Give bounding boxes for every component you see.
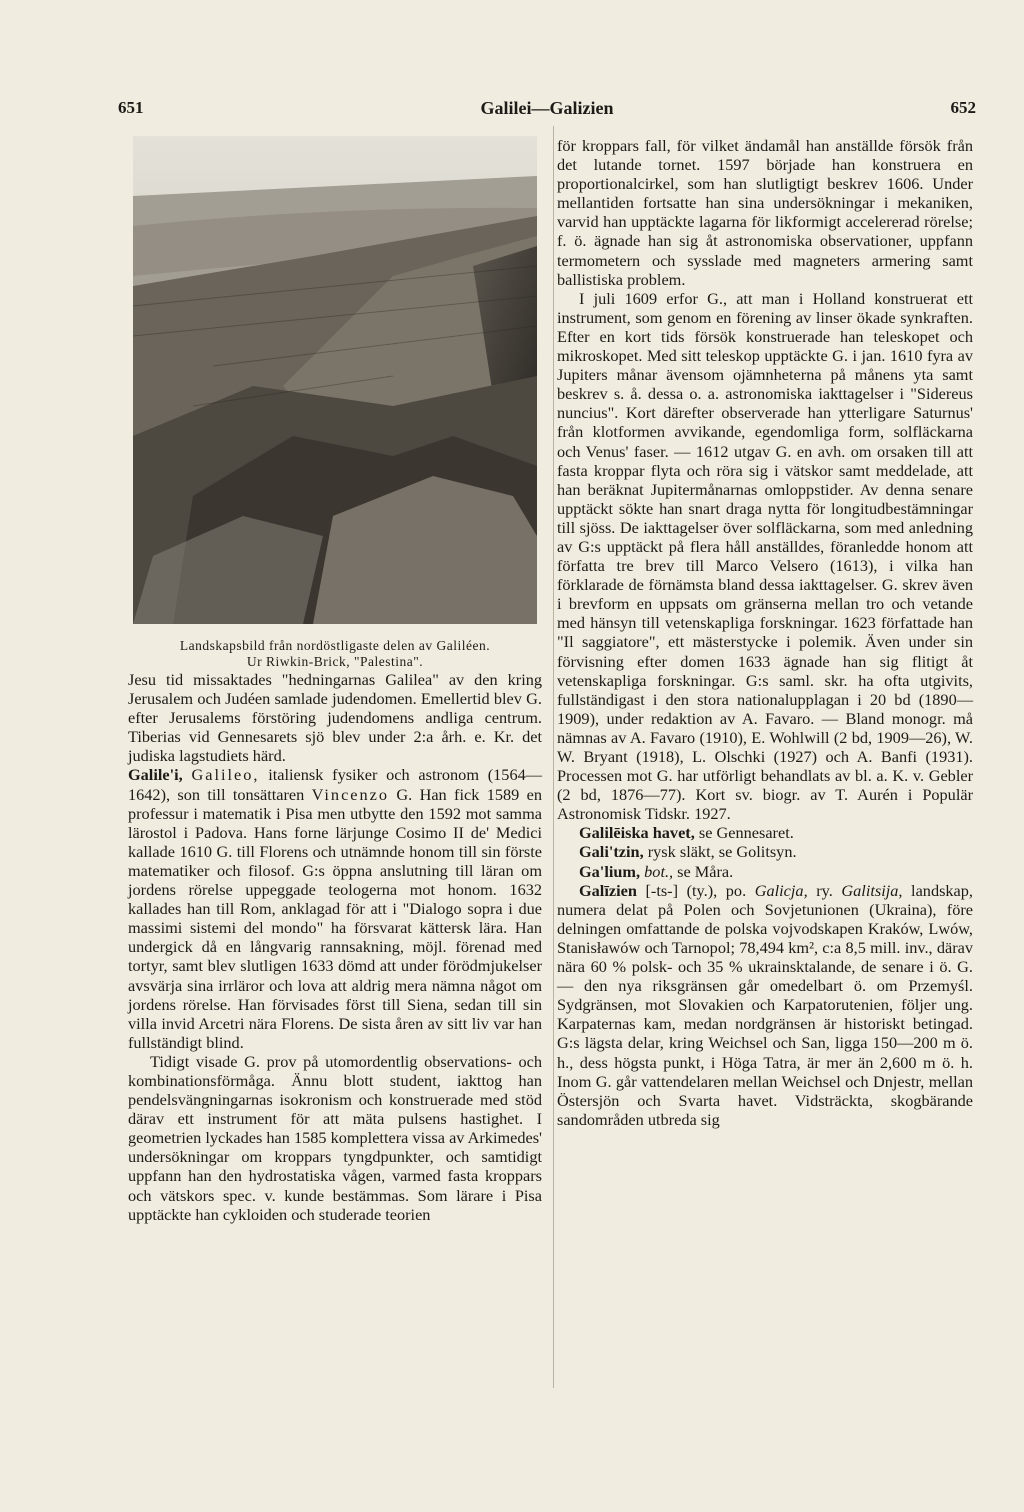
galilei-text-1: italiensk fysiker och astronom (1564—1642), son till tonsättaren bbox=[128, 765, 543, 804]
galizien-polish-name: Galicja, bbox=[754, 880, 808, 900]
galizien-text-3: landskap, numera delat på Polen och Sovjetunionen (Ukraina), före delningen omfattande de polska vojvodskapen Kraków, Lwów, Stanisławów och Tarnopol; 78,494 km², c:a 8,5 mill. inv., därav nära 60 % polsk- och 35 % ukrainsktalande, de senare i ö. G. — den nya riksgränsen går omedelbart ö. om Przemyśl. Sydgränsen, mot Slovakien och Karpatorutenien, följer ung. Karpaternas kam, medan nordgränsen är historiskt betingad. G:s lägsta delar, kring Weichsel och San, ligga 150—200 m ö. h., dess högsta punkt, i Höga Tatra, är mer än 2,600 m ö. h. Inom G. går vattendelaren mellan Weichsel och Dnjestr, mellan Östersjön och Svarta havet. Vidsträckta, skogbärande sandområden utbreda sig bbox=[557, 880, 973, 1129]
galium-bot-abbrev: bot., bbox=[644, 861, 674, 881]
galium-text: se Måra. bbox=[673, 861, 734, 881]
landscape-photo bbox=[133, 136, 537, 624]
entry-galitzin bbox=[557, 842, 973, 861]
caption-line-2: Ur Riwkin-Brick, "Palestina". bbox=[246, 654, 424, 669]
right-column bbox=[557, 136, 973, 1129]
galilei-early-work: Tidigt visade G. prov på utomordentlig observations- och kombinationsförmåga. Ännu blott student, iakttog han pendelsvängningarnas isokronism och konstruerade med stöd därav ett instrument för att mäta pulsens hastighet. I geometrien lyckades han 1585 komplettera vissa av Arkimedes' undersökningar om kroppars tyngdpunkter, och samtidigt uppfann han den hydrostatiska vågen, varmed fasta kroppars och vätskors spec. v. kunde bestämmas. Som lärare i Pisa upptäckte han cykloiden och studerade teorien bbox=[128, 1051, 542, 1224]
galitzin-text: rysk släkt, se Golitsyn. bbox=[643, 842, 797, 862]
galilei-given-name: Galileo, bbox=[191, 765, 260, 785]
column-divider bbox=[553, 126, 554, 1388]
entry-galilei bbox=[128, 765, 542, 1051]
galizien-text-1: [-ts-] (ty.), po. bbox=[636, 880, 755, 900]
landscape-photo-illustration bbox=[133, 136, 537, 624]
entry-galizien bbox=[557, 881, 973, 1129]
lemma-galium: Ga'lium, bbox=[579, 861, 641, 881]
left-column bbox=[128, 136, 542, 1224]
entry-galium bbox=[557, 862, 973, 881]
lemma-galitzin: Gali'tzin, bbox=[579, 842, 644, 862]
lemma-galilei: Galile'i, bbox=[128, 765, 183, 785]
galizien-russian-name: Galitsija, bbox=[841, 880, 903, 900]
lemma-galileiska-havet: Galilēiska havet, bbox=[579, 823, 695, 843]
galilei-telescope: I juli 1609 erfor G., att man i Holland konstruerat ett instrument, som genom en förening av linser ökade synkraften. Efter en kort tids försök konstruerade han teleskopet och mikroskopet. Med sitt teleskop upptäckte G. i jan. 1610 fyra av Jupiters månar ävensom ojämnheterna på månens yta samt beskrev s. å. dessa o. a. astronomiska iakttagelser i "Sidereus nuncius". Kort därefter observerade han ytterligare Saturnus' från klotformen avvikande, egendomliga form, solfläckarna och Venus' faser. — 1612 utgav G. en avh. om orsaken till att fasta kroppar flyta och röra sig i vätskor samt meddelade, att han beräknat Jupitermånarnas omloppstider. Av denna senare upptäckt sökte han snart draga nytta för longitudbestämningar till sjöss. De iakttagelser över solfläckarna, som med anledning av G:s upptäckt på flera håll anställdes, föranledde honom att författa tre brev till Marco Velsero (1613), i vilka han förklarade de förnämsta bland dessa iakttagelser. G. skrev även i brevform en uppsats om gränserna mellan tro och vetande med hänsyn till vetenskapliga forskningar. 1623 författade han "Il saggiatore", ett mästerstycke i polemik. Även under sin förvisning efter domen 1633 ägnade han sig flitigt åt vetenskapliga forskningar. G:s saml. skr. ha ofta utgivits, fullständigast i den stora nationalupplagan i 20 bd (1890—1909), under redaktion av A. Favaro. — Bland monogr. må nämnas av A. Favaro (1910), E. Wohlwill (2 bd, 1909—26), W. W. Bryant (1918), L. Olschki (1927) och A. Banfi (1931). Processen mot G. har utförligt behandlats av bl. a. K. v. Gebler (2 bd, 1876—77). Kort sv. biogr. av T. Aurén i Populär Astronomisk Tidskr. 1927. bbox=[557, 288, 973, 824]
galizien-text-2: ry. bbox=[807, 880, 842, 900]
entry-galileiska-havet bbox=[557, 823, 973, 842]
photo-caption bbox=[128, 638, 542, 670]
page-number-left: 651 bbox=[118, 98, 144, 117]
galilei-text-2: G. Han fick 1589 en professur i matematik i Pisa men utbytte den 1592 mot samma lärostol i Padova. Hans forne lärjunge Cosimo II de' Medici kallade 1610 G. till Florens och utnämnde honom till sin förste matematiker och filosof. G:s öppna anslutning till läran om jordens rörelse uppeggade teologerna mot honom. 1632 kallades han till Rom, anklagad för att i "Dialogo sopra i due massimi sistemi del mondo" ha försvarat kättersk lära. Han undergick då en långvarig rannsakning, möjl. förenad med tortyr, samt blev slutligen 1633 dömd att under förödmjukelser avsvärja sina irrläror och lova att aldrig mera nämna något om jordens rörelse. Han förvisades först till Siena, sedan till sin villa invid Arcetri nära Florens. De sista åren av sitt liv var han fullständigt blind. bbox=[128, 784, 543, 1052]
running-title: Galilei—Galizien bbox=[480, 98, 614, 118]
lemma-galizien: Galīzien bbox=[579, 880, 637, 900]
galilei-father-name: Vincenzo bbox=[311, 784, 390, 804]
caption-line-1: Landskapsbild från nordöstligaste delen av Galiléen. bbox=[179, 638, 491, 653]
page-number-right: 652 bbox=[950, 98, 976, 117]
galilea-continuation: Jesu tid missaktades "hedningarnas Galilea" av den kring Jerusalem och Judéen samlade judendomen. Emellertid blev G. efter Jerusalems förstöring judendomens andliga centrum. Tiberias vid Gennesarets sjö blev under 2:a årh. e. Kr. det judiska lagstudiets härd. bbox=[128, 670, 542, 766]
galileiska-havet-text: se Gennesaret. bbox=[694, 823, 794, 843]
galilei-mechanics: för kroppars fall, för vilket ändamål han anställde försök från det lutande tornet. 1597 började han konstruera en proportionalcirkel, som han slutligtigt beskrev 1606. Under mellantiden fortsatte han sina undersökningar i mekaniken, varvid han upptäckte lagarna för likformigt accelererad rörelse; f. ö. ägnade han sig åt astronomiska observationer, uppfann termometern och sysslade med magneters armering samt ballistiska problem. bbox=[557, 136, 973, 289]
page-header bbox=[118, 98, 976, 126]
